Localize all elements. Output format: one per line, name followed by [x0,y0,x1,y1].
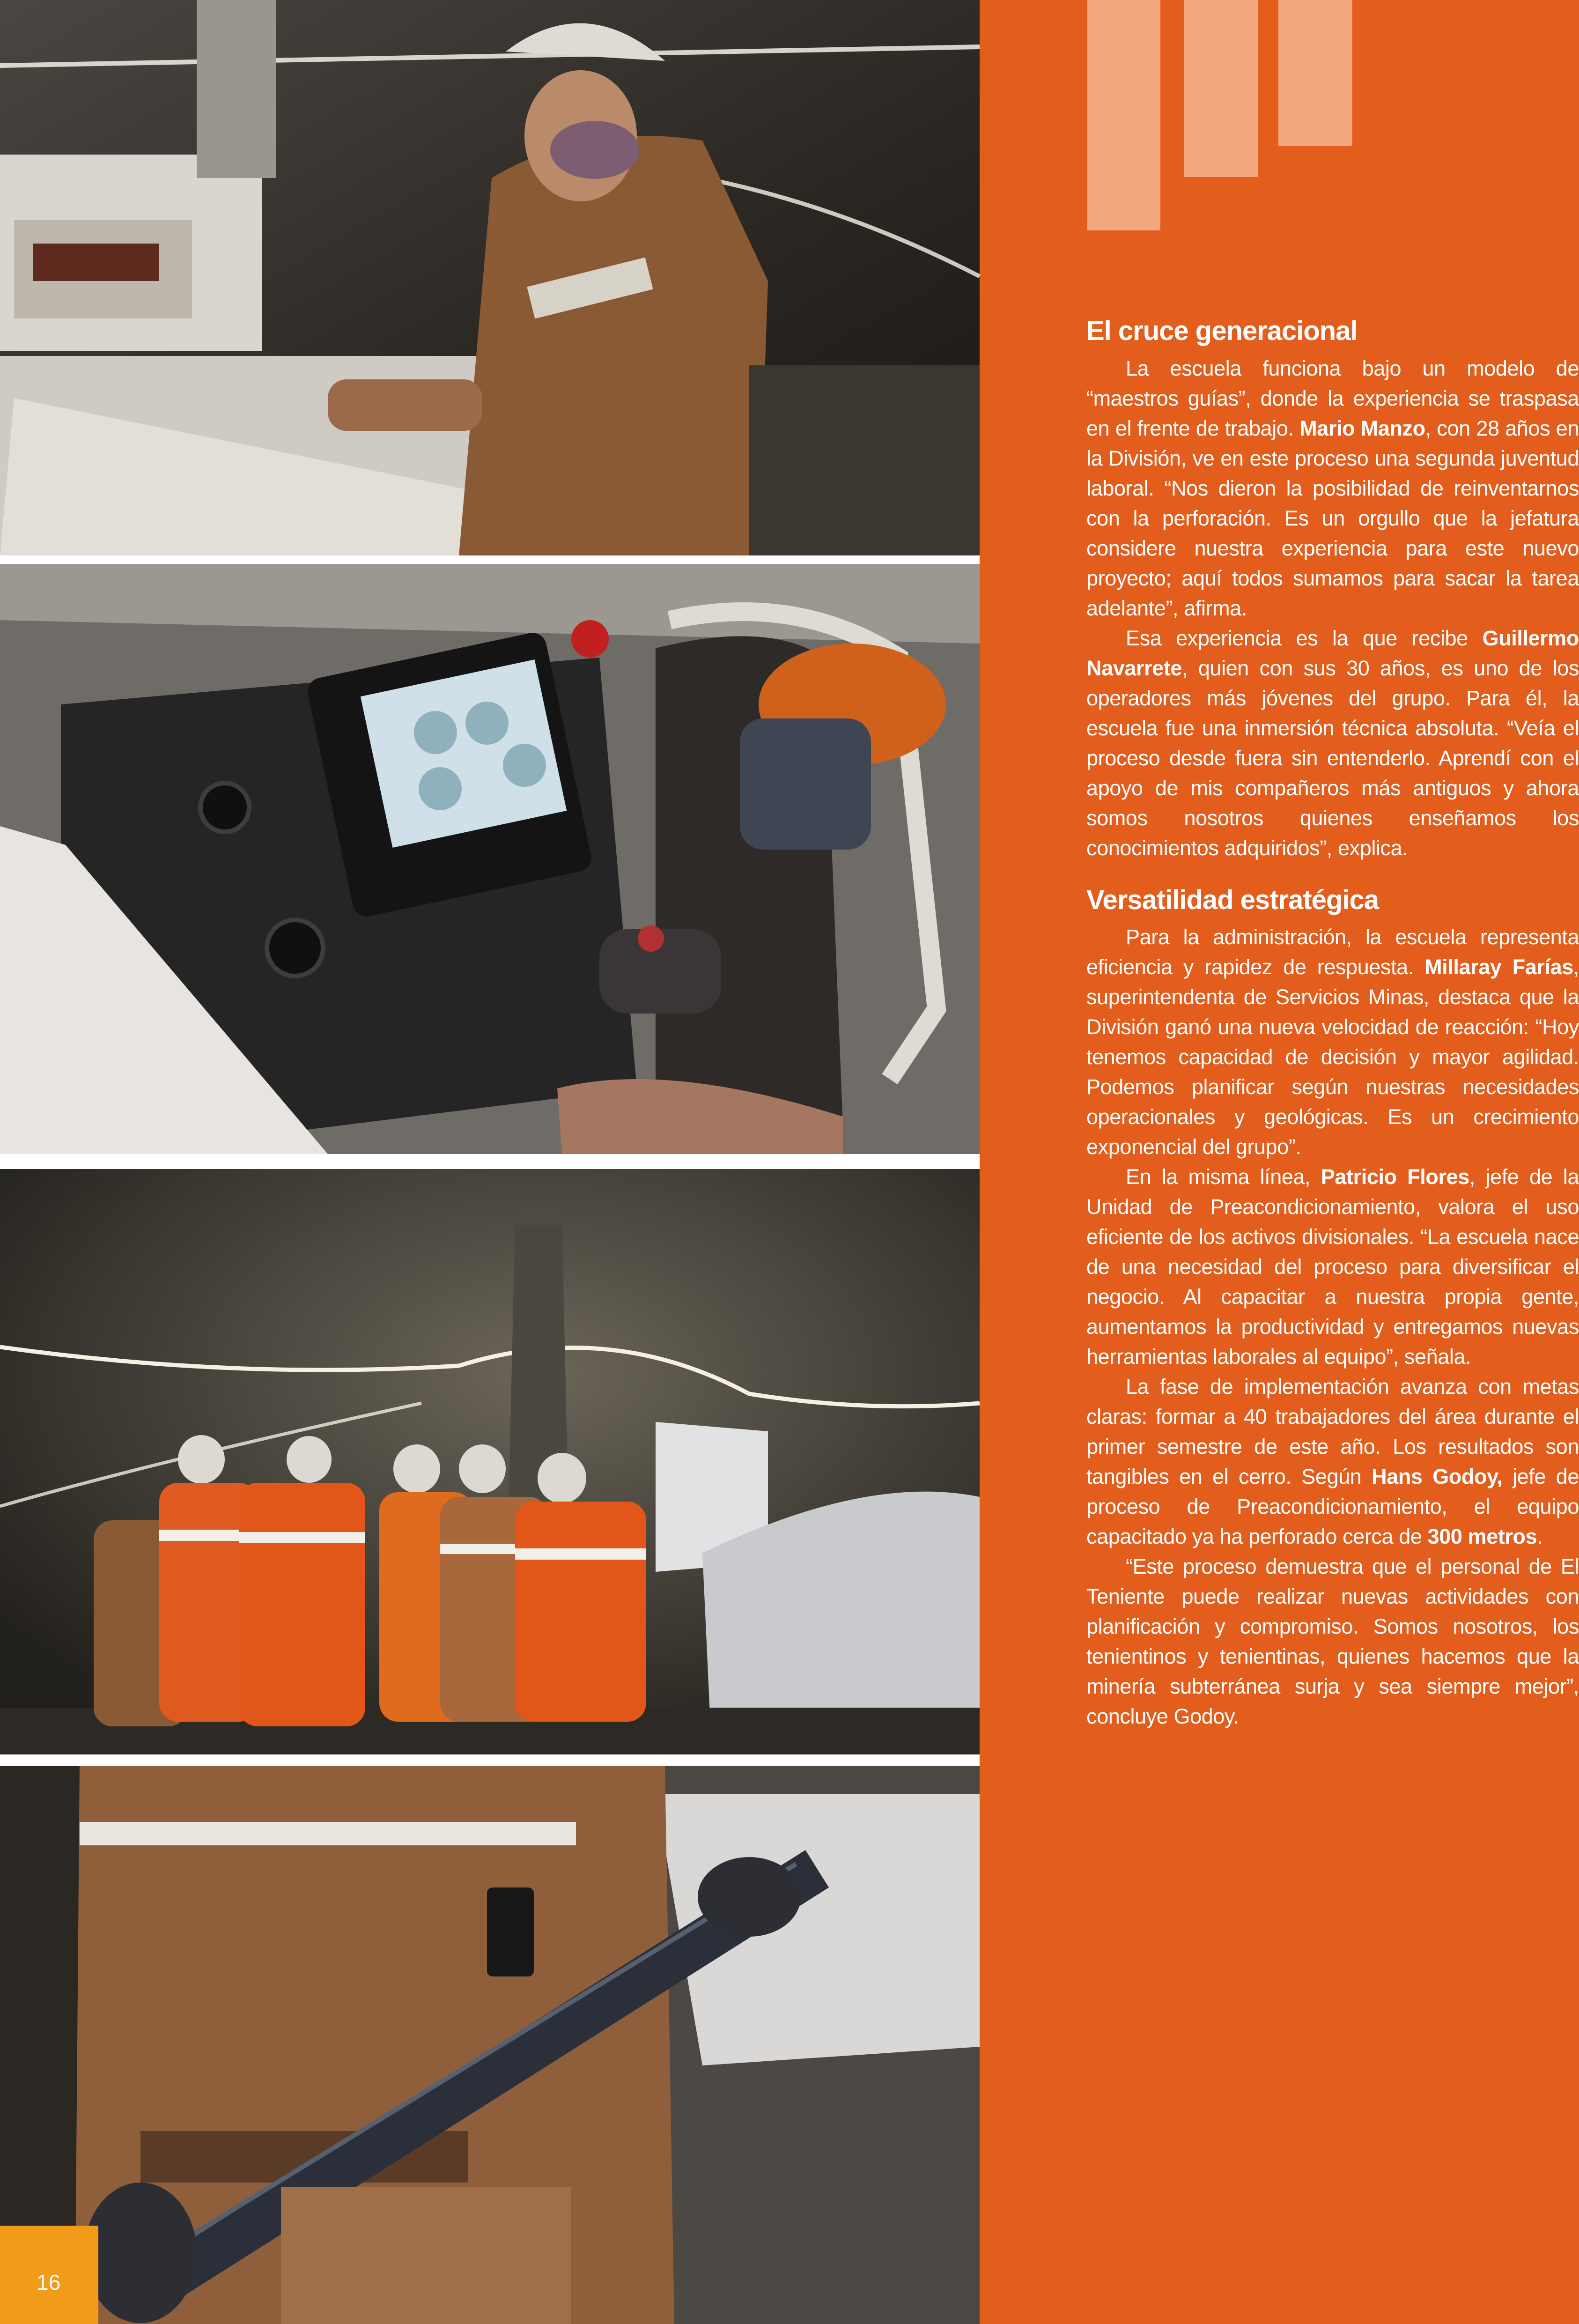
paragraph-2: Esa experiencia es la que recibe Guillermo Navarrete, quien con sus 30 años, es uno de los operadores más jóvenes del grupo. Para él, la escuela fue una inmersión técnica absoluta. “Veía el proceso desde fuera sin entenderlo. Aprendí con el apoyo de mis compañeros más antiguos y ahora somos nosotros quienes enseñamos los conocimientos adquiridos”, explica. [1086,626,1579,860]
page-number: 16 [37,2270,61,2294]
article-body [1086,316,1579,1732]
paragraph-6: “Este proceso demuestra que el personal de El Teniente puede realizar nuevas actividades con planificación y compromiso. Somos nosotros, los tenientinos y tenientinas, quienes hacemos que la minería subterránea surja y sea siempre mejor”, concluye Godoy. [1086,1554,1579,1729]
article-column [987,0,1579,2324]
section-heading-versatility: Versatilidad estratégica [1086,884,1379,915]
miner-operating-drill-panel-image [0,0,980,555]
decorative-bar [1278,0,1352,146]
decorative-bar [1087,0,1160,230]
miners-team-image [0,1169,980,1754]
photo-miner-holding-drill-core [0,1766,980,2324]
page-number-box [0,2226,98,2324]
miner-holding-core-image [0,1766,980,2324]
decorative-bar [1184,0,1258,177]
paragraph-5: La fase de implementación avanza con metas claras: formar a 40 trabajadores del área durante el primer semestre de este año. Los resultados son tangibles en el cerro. Según Hans Godoy, jefe de proceso de Preacondicionamiento, el equipo capacitado ya ha perforado cerca de 300 metros. [1086,1375,1579,1549]
paragraph-3: Para la administración, la escuela representa eficiencia y rapidez de respuesta. Millaray Farías, superintendenta de Servicios Minas, destaca que la División ganó una nueva velocidad de reacción: “Hoy tenemos capacidad de decisión y mayor agilidad. Podemos planificar según nuestras necesidades operacionales y geológicas. Es un crecimiento exponencial del grupo”. [1086,925,1579,1159]
photo-miner-operating-drill-panel [0,0,980,555]
paragraph-4: En la misma línea, Patricio Flores, jefe de la Unidad de Preacondicionamiento, valora el uso eficiente de los activos divisionales. “La escuela nace de una necesidad del proceso para diversificar el negocio. Al capacitar a nuestra propia gente, aumentamos la productividad y entregamos nuevas herramientas laborales al equipo”, señala. [1086,1165,1579,1369]
paragraph-1: La escuela funciona bajo un modelo de “maestros guías”, donde la experiencia se traspasa en el frente de trabajo. Mario Manzo, con 28 años en la División, ve en este proceso una segunda juventud laboral. “Nos dieron la posibilidad de reinventarnos con la perforación. Es un orgullo que la jefatura considere nuestra experiencia para este nuevo proyecto; aquí todos sumamos para sacar la tarea adelante”, afirma. [1086,356,1579,620]
section-heading-generational: El cruce generacional [1086,316,1358,346]
photo-miners-team-in-tunnel [0,1169,980,1754]
drill-control-panel-image [0,564,980,1154]
photo-drill-control-panel-closeup [0,564,980,1154]
